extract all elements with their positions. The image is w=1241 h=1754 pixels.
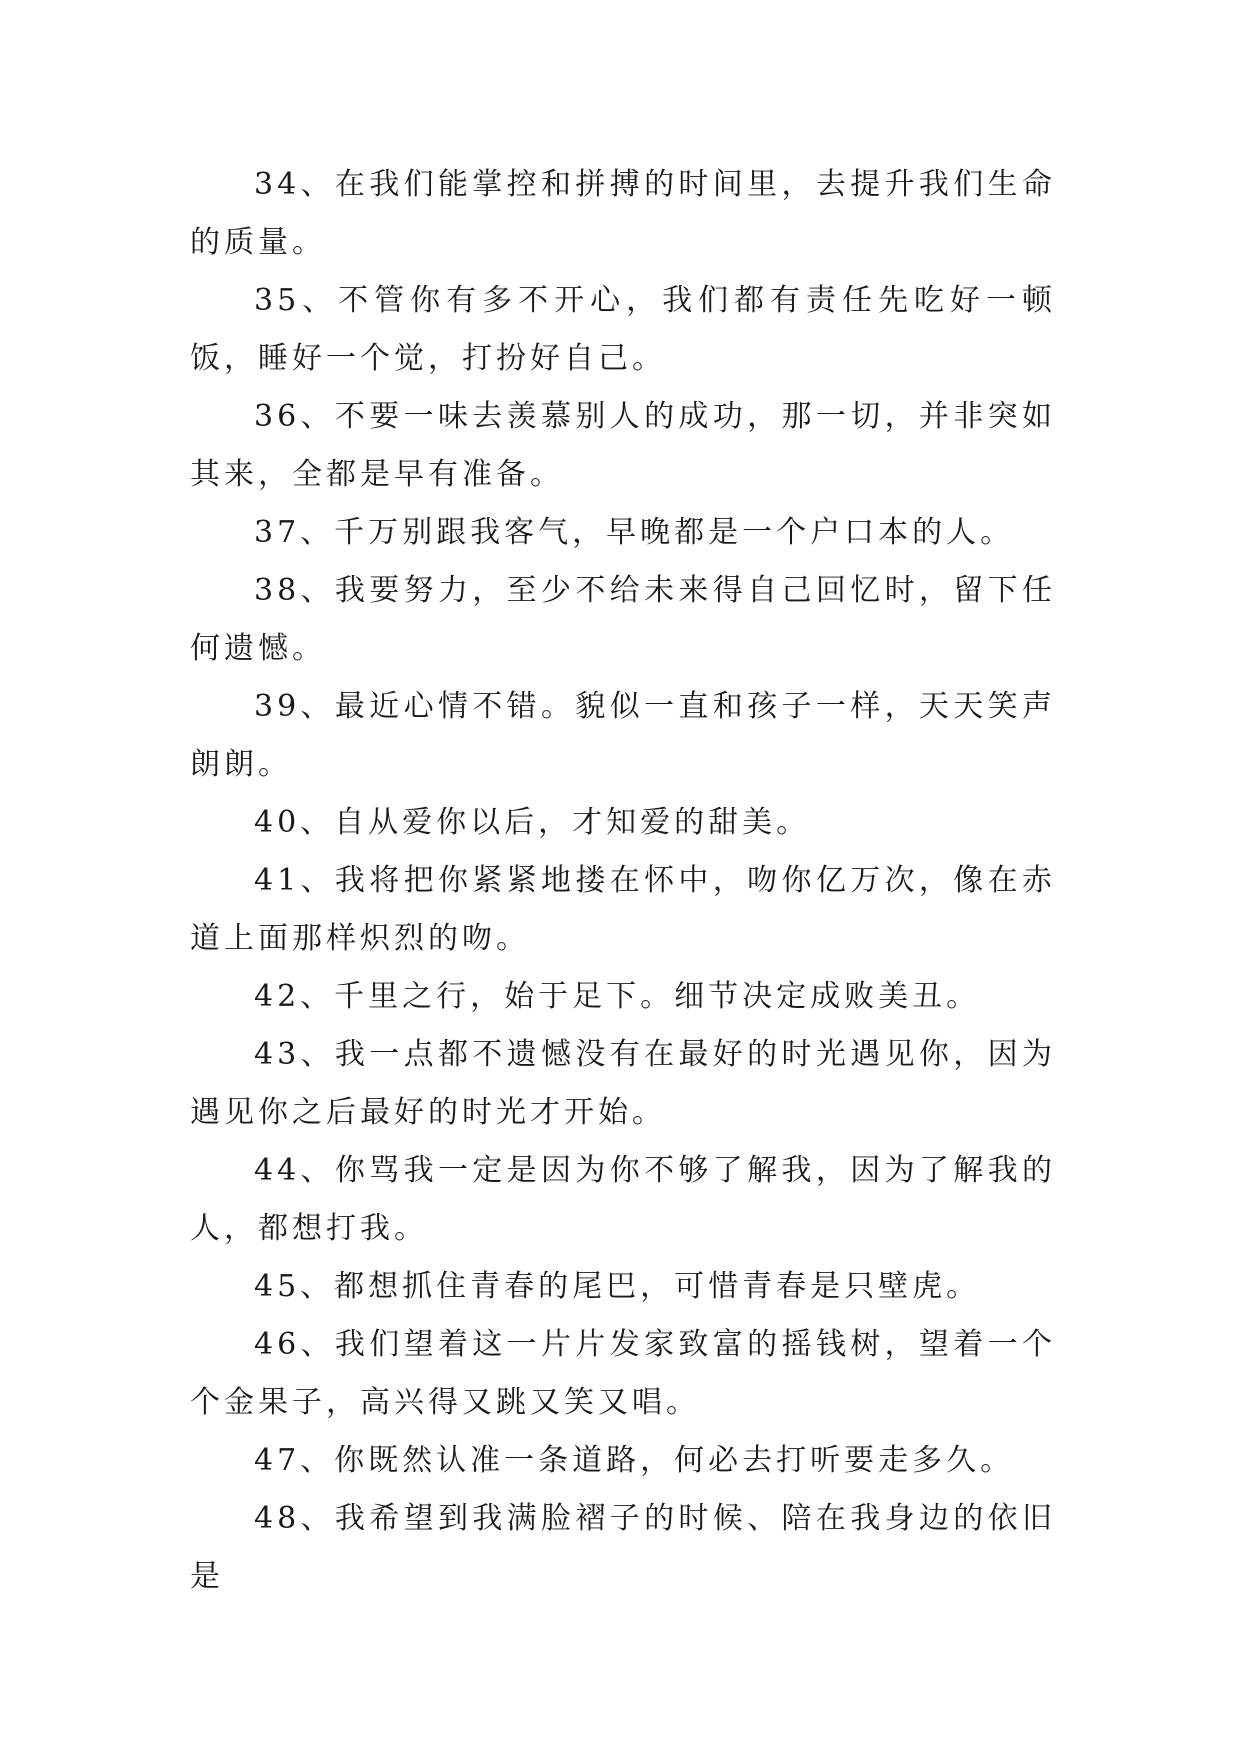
quote-item-36: 36、不要一味去羡慕别人的成功，那一切，并非突如其来，全都是早有准备。 (190, 399, 1056, 492)
quote-item-46: 46、我们望着这一片片发家致富的摇钱树，望着一个个金果子，高兴得又跳又笑又唱。 (190, 1327, 1056, 1420)
quote-item-45: 45、都想抓住青春的尾巴，可惜青春是只壁虎。 (254, 1269, 981, 1304)
quote-item-42: 42、千里之行，始于足下。细节决定成败美丑。 (254, 979, 981, 1014)
quote-list (190, 156, 1056, 1606)
quote-item-48: 48、我希望到我满脸褶子的时候、陪在我身边的依旧是 (190, 1501, 1056, 1594)
quote-item-37: 37、千万别跟我客气，早晚都是一个户口本的人。 (254, 515, 1015, 550)
quote-item-43: 43、我一点都不遗憾没有在最好的时光遇见你，因为遇见你之后最好的时光才开始。 (190, 1037, 1056, 1130)
quote-item-35: 35、不管你有多不开心，我们都有责任先吃好一顿饭，睡好一个觉，打扮好自己。 (190, 283, 1056, 376)
quote-item-41: 41、我将把你紧紧地搂在怀中，吻你亿万次，像在赤道上面那样炽烈的吻。 (190, 863, 1056, 956)
quote-item-44: 44、你骂我一定是因为你不够了解我，因为了解我的人，都想打我。 (190, 1153, 1056, 1246)
quote-item-39: 39、最近心情不错。貌似一直和孩子一样，天天笑声朗朗。 (190, 689, 1056, 782)
quote-item-40: 40、自从爱你以后，才知爱的甜美。 (254, 805, 811, 840)
quote-item-38: 38、我要努力，至少不给未来得自己回忆时，留下任何遗憾。 (190, 573, 1056, 666)
quote-item-47: 47、你既然认准一条道路，何必去打听要走多久。 (254, 1443, 1015, 1478)
quote-item-34: 34、在我们能掌控和拼搏的时间里，去提升我们生命的质量。 (190, 167, 1056, 260)
